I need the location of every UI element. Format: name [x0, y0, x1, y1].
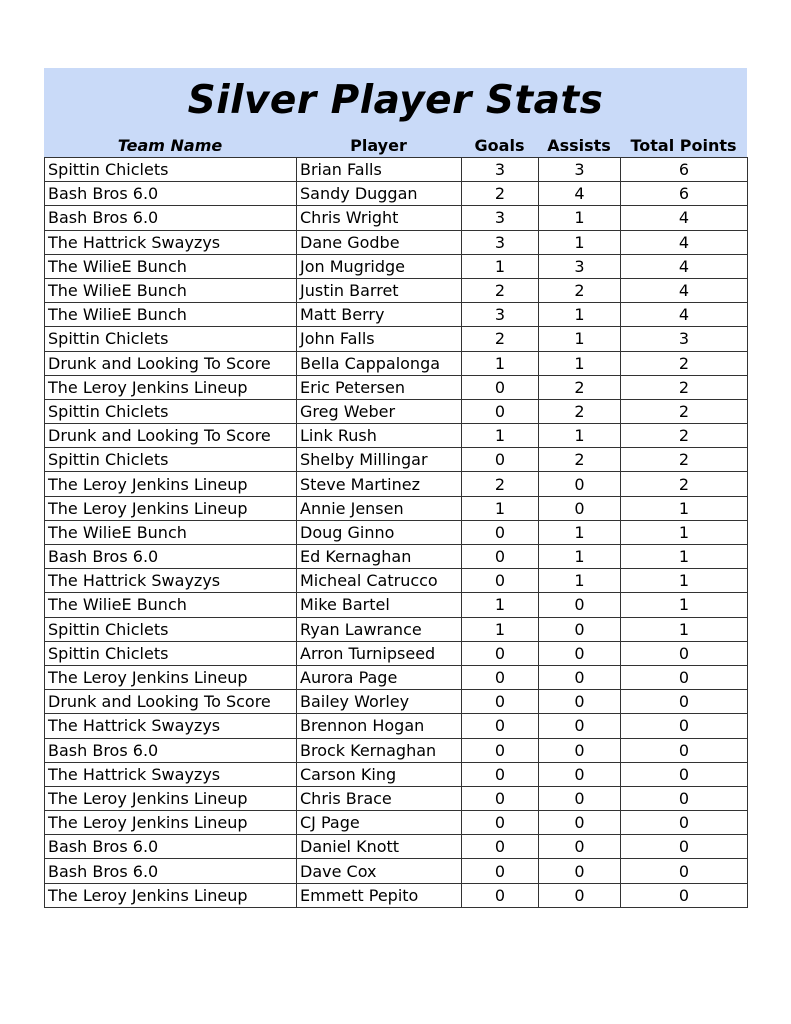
- stats-table-body: [45, 158, 748, 908]
- cell-team: Bash Bros 6.0: [45, 835, 297, 859]
- cell-goals: 0: [462, 811, 539, 835]
- cell-player: Brian Falls: [297, 158, 462, 182]
- cell-assists: 3: [539, 254, 621, 278]
- cell-goals: 0: [462, 786, 539, 810]
- table-row: [45, 158, 748, 182]
- cell-total-points: 1: [621, 617, 748, 641]
- cell-team: The Leroy Jenkins Lineup: [45, 786, 297, 810]
- cell-total-points: 2: [621, 448, 748, 472]
- cell-total-points: 2: [621, 399, 748, 423]
- table-row: [45, 448, 748, 472]
- cell-team: The Hattrick Swayzys: [45, 569, 297, 593]
- cell-assists: 0: [539, 690, 621, 714]
- cell-player: Link Rush: [297, 424, 462, 448]
- cell-assists: 0: [539, 617, 621, 641]
- table-row: [45, 569, 748, 593]
- cell-total-points: 4: [621, 303, 748, 327]
- column-header-goals: Goals: [474, 136, 525, 155]
- table-row: [45, 206, 748, 230]
- cell-assists: 0: [539, 859, 621, 883]
- cell-goals: 0: [462, 641, 539, 665]
- cell-goals: 0: [462, 835, 539, 859]
- table-row: [45, 424, 748, 448]
- cell-assists: 1: [539, 424, 621, 448]
- cell-team: Spittin Chiclets: [45, 399, 297, 423]
- cell-player: Shelby Millingar: [297, 448, 462, 472]
- cell-player: Emmett Pepito: [297, 883, 462, 907]
- cell-goals: 0: [462, 762, 539, 786]
- cell-goals: 1: [462, 496, 539, 520]
- cell-team: Spittin Chiclets: [45, 327, 297, 351]
- cell-goals: 2: [462, 182, 539, 206]
- cell-player: Chris Wright: [297, 206, 462, 230]
- cell-team: The Hattrick Swayzys: [45, 762, 297, 786]
- cell-player: Steve Martinez: [297, 472, 462, 496]
- cell-team: Drunk and Looking To Score: [45, 424, 297, 448]
- cell-assists: 1: [539, 327, 621, 351]
- cell-team: Drunk and Looking To Score: [45, 351, 297, 375]
- table-row: [45, 182, 748, 206]
- cell-total-points: 4: [621, 230, 748, 254]
- column-headers: [44, 134, 747, 157]
- cell-total-points: 6: [621, 158, 748, 182]
- table-row: [45, 278, 748, 302]
- cell-total-points: 4: [621, 206, 748, 230]
- stats-sheet: [44, 68, 747, 908]
- cell-team: Bash Bros 6.0: [45, 738, 297, 762]
- column-header-assists: Assists: [547, 136, 611, 155]
- cell-team: Spittin Chiclets: [45, 641, 297, 665]
- cell-goals: 1: [462, 424, 539, 448]
- cell-goals: 0: [462, 738, 539, 762]
- cell-player: Arron Turnipseed: [297, 641, 462, 665]
- cell-total-points: 4: [621, 278, 748, 302]
- cell-goals: 0: [462, 520, 539, 544]
- cell-total-points: 0: [621, 786, 748, 810]
- cell-goals: 3: [462, 230, 539, 254]
- cell-player: Doug Ginno: [297, 520, 462, 544]
- cell-team: Spittin Chiclets: [45, 617, 297, 641]
- cell-assists: 0: [539, 593, 621, 617]
- cell-player: Eric Petersen: [297, 375, 462, 399]
- cell-total-points: 0: [621, 641, 748, 665]
- cell-assists: 0: [539, 472, 621, 496]
- cell-goals: 1: [462, 351, 539, 375]
- cell-total-points: 2: [621, 375, 748, 399]
- cell-assists: 1: [539, 303, 621, 327]
- cell-total-points: 1: [621, 569, 748, 593]
- column-header-total-points: Total Points: [630, 136, 737, 155]
- cell-assists: 2: [539, 399, 621, 423]
- cell-assists: 1: [539, 520, 621, 544]
- cell-team: The WilieE Bunch: [45, 593, 297, 617]
- cell-goals: 0: [462, 399, 539, 423]
- cell-total-points: 0: [621, 835, 748, 859]
- cell-total-points: 2: [621, 351, 748, 375]
- cell-total-points: 0: [621, 883, 748, 907]
- cell-player: Carson King: [297, 762, 462, 786]
- table-row: [45, 351, 748, 375]
- table-row: [45, 859, 748, 883]
- table-row: [45, 786, 748, 810]
- cell-total-points: 4: [621, 254, 748, 278]
- table-row: [45, 665, 748, 689]
- cell-total-points: 0: [621, 665, 748, 689]
- cell-total-points: 3: [621, 327, 748, 351]
- table-row: [45, 641, 748, 665]
- cell-assists: 0: [539, 496, 621, 520]
- cell-goals: 1: [462, 593, 539, 617]
- table-row: [45, 472, 748, 496]
- cell-assists: 1: [539, 230, 621, 254]
- cell-player: Dave Cox: [297, 859, 462, 883]
- cell-total-points: 0: [621, 811, 748, 835]
- cell-player: Chris Brace: [297, 786, 462, 810]
- table-row: [45, 399, 748, 423]
- cell-assists: 0: [539, 883, 621, 907]
- cell-total-points: 0: [621, 690, 748, 714]
- cell-assists: 2: [539, 448, 621, 472]
- cell-goals: 1: [462, 254, 539, 278]
- cell-total-points: 1: [621, 545, 748, 569]
- cell-goals: 2: [462, 327, 539, 351]
- table-row: [45, 545, 748, 569]
- cell-total-points: 0: [621, 762, 748, 786]
- table-row: [45, 883, 748, 907]
- cell-goals: 0: [462, 714, 539, 738]
- cell-goals: 3: [462, 206, 539, 230]
- cell-goals: 3: [462, 158, 539, 182]
- cell-player: CJ Page: [297, 811, 462, 835]
- table-row: [45, 738, 748, 762]
- cell-player: Justin Barret: [297, 278, 462, 302]
- cell-team: Spittin Chiclets: [45, 158, 297, 182]
- cell-team: The WilieE Bunch: [45, 520, 297, 544]
- cell-team: Bash Bros 6.0: [45, 859, 297, 883]
- cell-assists: 1: [539, 206, 621, 230]
- cell-player: Jon Mugridge: [297, 254, 462, 278]
- cell-goals: 3: [462, 303, 539, 327]
- cell-goals: 1: [462, 617, 539, 641]
- cell-team: Bash Bros 6.0: [45, 182, 297, 206]
- cell-player: Greg Weber: [297, 399, 462, 423]
- cell-assists: 0: [539, 786, 621, 810]
- cell-goals: 2: [462, 472, 539, 496]
- cell-team: The Leroy Jenkins Lineup: [45, 811, 297, 835]
- column-header-team: Team Name: [117, 136, 223, 155]
- table-row: [45, 762, 748, 786]
- cell-team: The Leroy Jenkins Lineup: [45, 472, 297, 496]
- cell-goals: 0: [462, 448, 539, 472]
- cell-total-points: 2: [621, 424, 748, 448]
- cell-player: Ryan Lawrance: [297, 617, 462, 641]
- cell-goals: 2: [462, 278, 539, 302]
- table-row: [45, 327, 748, 351]
- cell-goals: 0: [462, 545, 539, 569]
- cell-goals: 0: [462, 690, 539, 714]
- cell-player: John Falls: [297, 327, 462, 351]
- cell-assists: 0: [539, 714, 621, 738]
- table-row: [45, 230, 748, 254]
- cell-player: Bailey Worley: [297, 690, 462, 714]
- cell-player: Matt Berry: [297, 303, 462, 327]
- cell-assists: 1: [539, 545, 621, 569]
- cell-player: Daniel Knott: [297, 835, 462, 859]
- cell-goals: 0: [462, 883, 539, 907]
- cell-player: Brock Kernaghan: [297, 738, 462, 762]
- cell-team: The WilieE Bunch: [45, 278, 297, 302]
- cell-assists: 0: [539, 665, 621, 689]
- cell-assists: 4: [539, 182, 621, 206]
- cell-assists: 2: [539, 375, 621, 399]
- cell-total-points: 0: [621, 738, 748, 762]
- cell-assists: 3: [539, 158, 621, 182]
- table-row: [45, 520, 748, 544]
- cell-goals: 0: [462, 665, 539, 689]
- cell-player: Micheal Catrucco: [297, 569, 462, 593]
- cell-total-points: 6: [621, 182, 748, 206]
- cell-team: The Leroy Jenkins Lineup: [45, 375, 297, 399]
- cell-team: The Leroy Jenkins Lineup: [45, 883, 297, 907]
- cell-total-points: 0: [621, 859, 748, 883]
- table-row: [45, 303, 748, 327]
- cell-assists: 0: [539, 641, 621, 665]
- cell-total-points: 0: [621, 714, 748, 738]
- table-row: [45, 714, 748, 738]
- cell-player: Bella Cappalonga: [297, 351, 462, 375]
- cell-team: The Leroy Jenkins Lineup: [45, 496, 297, 520]
- cell-player: Aurora Page: [297, 665, 462, 689]
- cell-team: Bash Bros 6.0: [45, 545, 297, 569]
- cell-player: Sandy Duggan: [297, 182, 462, 206]
- cell-team: The Hattrick Swayzys: [45, 714, 297, 738]
- table-row: [45, 254, 748, 278]
- cell-team: Spittin Chiclets: [45, 448, 297, 472]
- cell-assists: 1: [539, 351, 621, 375]
- cell-total-points: 1: [621, 520, 748, 544]
- table-row: [45, 835, 748, 859]
- table-row: [45, 375, 748, 399]
- table-row: [45, 811, 748, 835]
- column-header-player: Player: [350, 136, 407, 155]
- page-title: Silver Player Stats: [187, 78, 604, 123]
- cell-player: Annie Jensen: [297, 496, 462, 520]
- table-row: [45, 496, 748, 520]
- cell-team: Bash Bros 6.0: [45, 206, 297, 230]
- cell-goals: 0: [462, 569, 539, 593]
- cell-team: Drunk and Looking To Score: [45, 690, 297, 714]
- header-band: [44, 68, 747, 157]
- cell-player: Dane Godbe: [297, 230, 462, 254]
- cell-assists: 2: [539, 278, 621, 302]
- cell-assists: 0: [539, 811, 621, 835]
- cell-goals: 0: [462, 859, 539, 883]
- cell-assists: 0: [539, 762, 621, 786]
- cell-total-points: 2: [621, 472, 748, 496]
- cell-player: Mike Bartel: [297, 593, 462, 617]
- cell-total-points: 1: [621, 593, 748, 617]
- cell-team: The Leroy Jenkins Lineup: [45, 665, 297, 689]
- cell-team: The WilieE Bunch: [45, 303, 297, 327]
- cell-player: Ed Kernaghan: [297, 545, 462, 569]
- cell-team: The WilieE Bunch: [45, 254, 297, 278]
- cell-player: Brennon Hogan: [297, 714, 462, 738]
- table-row: [45, 690, 748, 714]
- stats-table: [44, 157, 748, 908]
- cell-team: The Hattrick Swayzys: [45, 230, 297, 254]
- table-row: [45, 617, 748, 641]
- cell-assists: 0: [539, 738, 621, 762]
- cell-total-points: 1: [621, 496, 748, 520]
- table-row: [45, 593, 748, 617]
- cell-goals: 0: [462, 375, 539, 399]
- cell-assists: 1: [539, 569, 621, 593]
- cell-assists: 0: [539, 835, 621, 859]
